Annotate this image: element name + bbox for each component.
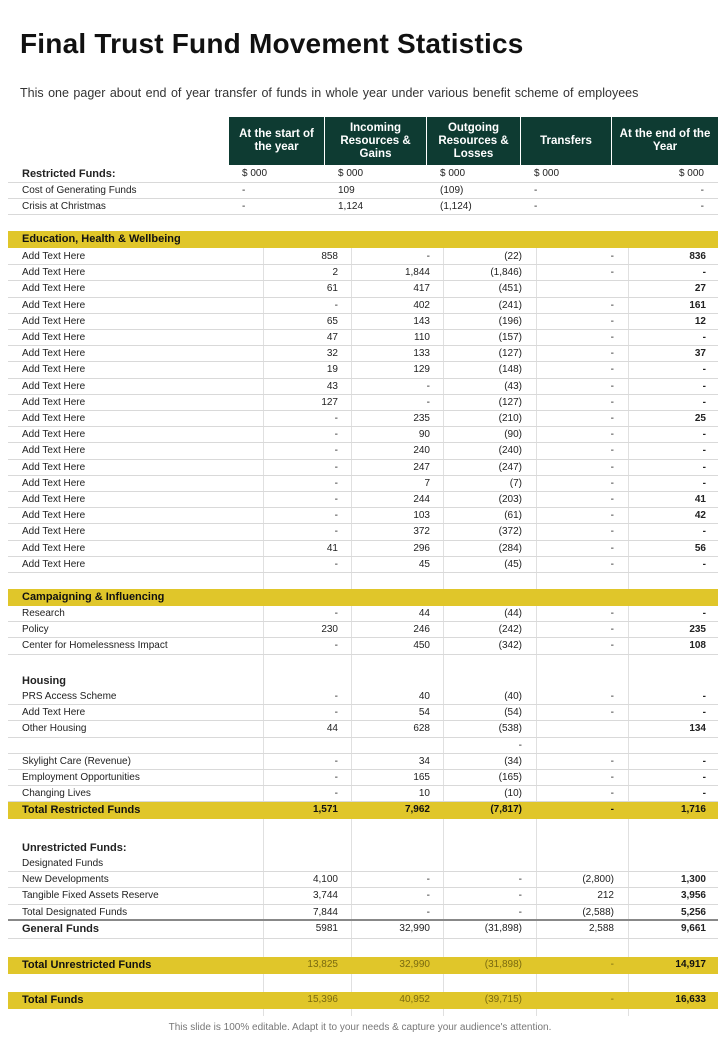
row-label: Center for Homelessness Impact <box>22 640 168 652</box>
cell: 235 <box>413 413 430 424</box>
row-label: Policy <box>22 624 49 636</box>
cell: - <box>610 542 614 554</box>
table-row <box>8 738 718 754</box>
cell: - <box>426 251 430 262</box>
cell: - <box>610 299 614 311</box>
cell: - <box>702 380 706 392</box>
cell: 47 <box>326 332 338 343</box>
cell: 25 <box>694 413 706 424</box>
row-label: Add Text Here <box>22 283 86 295</box>
table-row <box>8 183 718 199</box>
cell: - <box>610 608 614 619</box>
table-row <box>8 872 718 888</box>
total-cell: - <box>610 804 614 815</box>
cell: - <box>702 332 706 343</box>
cell: - <box>610 558 614 570</box>
general-funds-row <box>8 921 718 939</box>
band-label: Total Funds <box>22 994 84 1006</box>
row-label: Add Text Here <box>22 526 86 538</box>
table-row <box>8 905 718 921</box>
cell: (127) <box>498 396 522 408</box>
table-row <box>8 524 718 540</box>
restricted-funds-label: Restricted Funds: <box>22 168 116 180</box>
page-subtitle: This one pager about end of year transfer of funds in whole year under various benefit scheme of employees <box>20 86 639 100</box>
cell: 44 <box>418 608 430 619</box>
table-row <box>8 298 718 314</box>
cell: - <box>610 772 614 783</box>
row-label: Add Text Here <box>22 558 86 570</box>
total-cell: 40,952 <box>399 994 430 1005</box>
cell: - <box>610 380 614 392</box>
cell: (61) <box>504 510 522 522</box>
section-label: Unrestricted Funds: <box>22 842 127 854</box>
total-restricted-row <box>8 802 718 819</box>
cell: - <box>702 477 706 489</box>
cell: - <box>610 691 614 702</box>
cell: (247) <box>498 461 522 473</box>
cell: - <box>334 608 338 619</box>
cell: - <box>518 890 522 902</box>
cell: - <box>702 691 706 702</box>
restricted-units-row <box>8 166 718 183</box>
cell: (241) <box>498 299 522 311</box>
cell: - <box>610 364 614 376</box>
row-label: Add Text Here <box>22 267 86 279</box>
cell: (210) <box>498 413 522 424</box>
cell: (109) <box>440 185 464 196</box>
total-cell: 16,633 <box>675 994 706 1005</box>
cell: - <box>702 461 706 473</box>
cell: 12 <box>694 315 706 327</box>
cell: (22) <box>504 251 522 262</box>
cell: 109 <box>338 185 355 196</box>
cell: (1,846) <box>490 267 522 279</box>
table-row <box>8 362 718 378</box>
section-header-unrestricted <box>8 839 718 856</box>
cell: - <box>334 510 338 522</box>
cell: - <box>610 315 614 327</box>
table-row <box>8 721 718 737</box>
cell: 240 <box>413 445 430 457</box>
section-band-education <box>8 231 718 248</box>
cell: - <box>334 558 338 570</box>
cell: 32 <box>326 348 338 360</box>
table-row <box>8 314 718 330</box>
cell: (157) <box>498 332 522 343</box>
cell: 235 <box>689 624 706 636</box>
cell: - <box>702 558 706 570</box>
band-label: Total Unrestricted Funds <box>22 959 152 971</box>
cell: (127) <box>498 348 522 360</box>
cell: - <box>702 755 706 767</box>
row-label: Add Text Here <box>22 413 86 424</box>
cell: 212 <box>597 890 614 902</box>
cell: 27 <box>694 283 706 295</box>
cell: - <box>334 494 338 505</box>
cell: 133 <box>413 348 430 360</box>
cell: (45) <box>504 558 522 570</box>
cell: 3,744 <box>312 890 338 902</box>
total-cell: 14,917 <box>675 959 706 970</box>
cell: 4,100 <box>312 874 338 886</box>
unit-label: $ 000 <box>338 168 364 179</box>
cell: (31,898) <box>484 923 522 934</box>
row-label: Add Text Here <box>22 299 86 311</box>
table-row <box>8 689 718 705</box>
cell: - <box>610 624 614 636</box>
cell: (43) <box>504 380 522 392</box>
cell: - <box>334 755 338 767</box>
cell: - <box>610 332 614 343</box>
row-label: Add Text Here <box>22 380 86 392</box>
cell: 41 <box>326 542 338 554</box>
cell: (284) <box>498 542 522 554</box>
cell: (372) <box>498 526 522 538</box>
total-cell: 13,825 <box>307 959 338 970</box>
cell: - <box>702 267 706 279</box>
col-header-transfers: Transfers <box>521 117 611 165</box>
row-label: Add Text Here <box>22 364 86 376</box>
cell: (2,800) <box>582 874 614 886</box>
row-label: General Funds <box>22 923 100 935</box>
cell: - <box>610 429 614 441</box>
cell: - <box>334 477 338 489</box>
cell: 2,588 <box>588 923 614 934</box>
total-cell: 15,396 <box>307 994 338 1005</box>
cell: (196) <box>498 315 522 327</box>
row-label: Add Text Here <box>22 542 86 554</box>
cell: 41 <box>694 494 706 505</box>
table-row <box>8 492 718 508</box>
table-row <box>8 395 718 411</box>
cell: (44) <box>504 608 522 619</box>
cell: 40 <box>418 691 430 702</box>
cell: - <box>610 348 614 360</box>
cell: - <box>610 396 614 408</box>
cell: - <box>334 640 338 652</box>
cell: 2 <box>332 267 338 279</box>
row-label: Cost of Generating Funds <box>22 185 137 196</box>
cell: - <box>610 413 614 424</box>
table-row <box>8 330 718 346</box>
table-row <box>8 754 718 770</box>
cell: 3,956 <box>680 890 706 902</box>
row-label: Add Text Here <box>22 445 86 457</box>
cell: - <box>702 772 706 783</box>
table-row <box>8 476 718 492</box>
cell: 108 <box>689 640 706 652</box>
cell: 32,990 <box>399 923 430 934</box>
row-label: Add Text Here <box>22 396 86 408</box>
cell: (165) <box>498 772 522 783</box>
row-label: Skylight Care (Revenue) <box>22 755 131 767</box>
cell: 44 <box>326 723 338 735</box>
total-cell: 7,962 <box>404 804 430 815</box>
cell: 836 <box>689 251 706 262</box>
cell: 43 <box>326 380 338 392</box>
total-cell: (39,715) <box>484 994 522 1005</box>
unit-label: $ 000 <box>678 168 704 179</box>
cell: 103 <box>413 510 430 522</box>
table-row <box>8 249 718 265</box>
row-label: Add Text Here <box>22 429 86 441</box>
cell: 61 <box>326 283 338 295</box>
band-label: Campaigning & Influencing <box>22 591 165 603</box>
row-label: PRS Access Scheme <box>22 691 117 702</box>
cell: - <box>426 396 430 408</box>
cell: - <box>610 526 614 538</box>
cell: (451) <box>498 283 522 295</box>
total-cell: (31,898) <box>484 959 522 970</box>
cell: - <box>334 413 338 424</box>
cell: 19 <box>326 364 338 376</box>
row-label: Add Text Here <box>22 477 86 489</box>
table-row <box>8 199 718 215</box>
total-cell: - <box>610 959 614 970</box>
unit-label: $ 000 <box>534 168 560 179</box>
section-label: Housing <box>22 675 66 687</box>
cell: 54 <box>418 707 430 719</box>
total-cell: 1,571 <box>312 804 338 815</box>
table-row <box>8 346 718 362</box>
cell: - <box>702 788 706 800</box>
total-cell: 32,990 <box>399 959 430 970</box>
table-row <box>8 281 718 297</box>
cell: - <box>334 707 338 719</box>
cell: (2,588) <box>582 906 614 918</box>
col-header-end: At the end of the Year <box>612 117 718 165</box>
cell: 37 <box>694 348 706 360</box>
cell: 5981 <box>315 923 338 934</box>
total-cell: 1,716 <box>680 804 706 815</box>
cell: - <box>334 772 338 783</box>
total-unrestricted-row <box>8 957 718 974</box>
cell: - <box>610 788 614 800</box>
cell: - <box>702 445 706 457</box>
cell: - <box>702 707 706 719</box>
col-header-outgoing: Outgoing Resources & Losses <box>427 117 520 165</box>
row-label: Tangible Fixed Assets Reserve <box>22 890 159 902</box>
row-label: Designated Funds <box>22 858 104 869</box>
cell: - <box>610 510 614 522</box>
row-label: Add Text Here <box>22 332 86 343</box>
table-row <box>8 508 718 524</box>
cell: - <box>702 608 706 619</box>
table-row <box>8 856 718 872</box>
total-cell: (7,817) <box>490 804 522 815</box>
cell: 417 <box>413 283 430 295</box>
row-label: Research <box>22 608 65 619</box>
table-row <box>8 541 718 557</box>
cell: 402 <box>413 299 430 311</box>
row-label: Add Text Here <box>22 494 86 505</box>
cell: - <box>610 755 614 767</box>
cell: 127 <box>321 396 338 408</box>
table-row <box>8 705 718 721</box>
row-label: Total Designated Funds <box>22 906 128 918</box>
total-cell: - <box>610 994 614 1005</box>
table-row <box>8 443 718 459</box>
cell: - <box>702 526 706 538</box>
cell: - <box>702 396 706 408</box>
cell: 5,256 <box>680 906 706 918</box>
cell: (342) <box>498 640 522 652</box>
table-row <box>8 265 718 281</box>
cell: 134 <box>689 723 706 735</box>
cell: - <box>334 461 338 473</box>
cell: 42 <box>694 510 706 522</box>
cell: - <box>426 906 430 918</box>
cell: - <box>610 461 614 473</box>
col-header-incoming: Incoming Resources & Gains <box>325 117 426 165</box>
cell: 372 <box>413 526 430 538</box>
table-row <box>8 786 718 802</box>
cell: 34 <box>418 755 430 767</box>
cell: - <box>610 251 614 262</box>
cell: - <box>334 445 338 457</box>
unit-label: $ 000 <box>242 168 268 179</box>
cell: (54) <box>504 707 522 719</box>
cell: 628 <box>413 723 430 735</box>
cell: 9,661 <box>680 923 706 934</box>
cell: 858 <box>321 251 338 262</box>
table-row <box>8 557 718 573</box>
cell: - <box>242 201 246 212</box>
cell: - <box>702 429 706 441</box>
cell: (90) <box>504 429 522 441</box>
cell: - <box>610 445 614 457</box>
cell: 296 <box>413 542 430 554</box>
cell: 56 <box>694 542 706 554</box>
cell: 45 <box>418 558 430 570</box>
cell: 110 <box>414 332 430 343</box>
cell: (1,124) <box>440 201 472 212</box>
band-label: Total Restricted Funds <box>22 804 141 816</box>
section-band-campaigning <box>8 589 718 606</box>
cell: - <box>534 201 538 212</box>
cell: 129 <box>413 364 430 376</box>
cell: 165 <box>413 772 430 783</box>
cell: (240) <box>498 445 522 457</box>
cell: - <box>334 299 338 311</box>
cell: (242) <box>498 624 522 636</box>
cell: - <box>334 526 338 538</box>
cell: 1,300 <box>680 874 706 886</box>
cell: - <box>534 185 538 196</box>
cell: - <box>242 185 246 196</box>
table-row <box>8 638 718 654</box>
cell: - <box>334 691 338 702</box>
cell: - <box>610 494 614 505</box>
row-label: Add Text Here <box>22 348 86 360</box>
cell: (40) <box>504 691 522 702</box>
cell: 244 <box>413 494 430 505</box>
row-label: Add Text Here <box>22 251 86 262</box>
cell: - <box>518 739 522 751</box>
cell: 1,124 <box>338 201 364 212</box>
total-funds-row <box>8 992 718 1009</box>
cell: - <box>700 185 704 196</box>
cell: 65 <box>326 315 338 327</box>
row-label: Add Text Here <box>22 315 86 327</box>
cell: (148) <box>498 364 522 376</box>
cell: (538) <box>498 723 522 735</box>
cell: - <box>610 477 614 489</box>
page-title: Final Trust Fund Movement Statistics <box>20 28 524 59</box>
cell: 161 <box>689 299 706 311</box>
unit-label: $ 000 <box>440 168 466 179</box>
row-label: New Developments <box>22 874 109 886</box>
cell: 7,844 <box>312 906 338 918</box>
footer-note: This slide is 100% editable. Adapt it to your needs & capture your audience's attention. <box>168 1022 552 1033</box>
cell: (10) <box>504 788 522 800</box>
row-label: Other Housing <box>22 723 87 735</box>
cell: 246 <box>413 624 430 636</box>
col-header-start: At the start of the year <box>229 117 324 165</box>
table-row <box>8 888 718 904</box>
cell: - <box>426 874 430 886</box>
table-row <box>8 379 718 395</box>
table-row <box>8 411 718 427</box>
table-row <box>8 427 718 443</box>
table-row <box>8 770 718 786</box>
cell: 143 <box>413 315 430 327</box>
cell: 230 <box>321 624 338 636</box>
row-label: Add Text Here <box>22 707 86 719</box>
cell: - <box>702 364 706 376</box>
table-row <box>8 622 718 638</box>
row-label: Add Text Here <box>22 510 86 522</box>
band-label: Education, Health & Wellbeing <box>22 233 181 245</box>
cell: (7) <box>509 477 522 489</box>
cell: 7 <box>424 477 430 489</box>
cell: - <box>610 640 614 652</box>
cell: (34) <box>504 755 522 767</box>
cell: - <box>518 874 522 886</box>
row-label: Crisis at Christmas <box>22 201 106 212</box>
cell: - <box>518 906 522 918</box>
cell: - <box>334 788 338 800</box>
table-row <box>8 460 718 476</box>
cell: - <box>610 707 614 719</box>
cell: 247 <box>413 461 430 473</box>
cell: - <box>610 267 614 279</box>
cell: 450 <box>413 640 430 652</box>
cell: 10 <box>418 788 430 800</box>
cell: 90 <box>418 429 430 441</box>
cell: 1,844 <box>404 267 430 279</box>
cell: - <box>426 890 430 902</box>
row-label: Employment Opportunities <box>22 772 140 783</box>
section-header-housing <box>8 672 718 689</box>
cell: - <box>426 380 430 392</box>
row-label: Changing Lives <box>22 788 91 800</box>
cell: (203) <box>498 494 522 505</box>
cell: - <box>334 429 338 441</box>
row-label: Add Text Here <box>22 461 86 473</box>
cell: - <box>700 201 704 212</box>
table-row <box>8 606 718 622</box>
